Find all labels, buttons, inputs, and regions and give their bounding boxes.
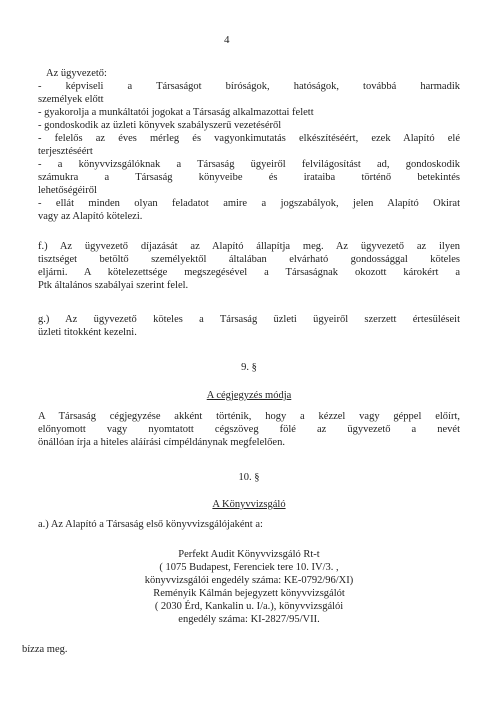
duty-line: - ellát minden olyan feladatot amire a jogszabályok, jelen Alapító Okirat [38, 198, 460, 209]
ugyvezeto-duties [38, 67, 460, 223]
section-9-line: önállóan írja a hiteles aláírási címpéldánynak megfelelően. [38, 437, 285, 448]
section-9-line: A Társaság cégjegyzése akként történik, hogy a kézzel vagy géppel előírt, [38, 411, 460, 422]
section-10-closing: bízza meg. [22, 644, 68, 655]
duty-line: - a könyvvizsgálóknak a Társaság ügyeiről felvilágosítást ad, gondoskodik [38, 159, 460, 170]
section-9-heading: A cégjegyzés módja [206, 390, 292, 401]
page-number: 4 [224, 34, 230, 46]
duty-line: számukra a Társaság könyveibe és irataiba történő betekintés [38, 172, 460, 183]
auditor-line: könyvvizsgálói engedély száma: KE-0792/96/XI) [144, 575, 354, 586]
paragraph-g-line: g.) Az ügyvezető köteles a Társaság üzleti ügyeiről szerzett értesüléseit [38, 314, 460, 325]
auditor-details [38, 548, 460, 626]
section-10-heading: A Könyvvizsgáló [212, 499, 286, 510]
duty-line: - gyakorolja a munkáltatói jogokat a Társaság alkalmazottai felett [38, 107, 314, 118]
paragraph-g [38, 313, 460, 339]
duty-line: - felelős az éves mérleg és vagyonkimutatás elkészítéséért, ezek Alapító elé [38, 133, 460, 144]
paragraph-f [38, 240, 460, 292]
paragraph-f-line: eljárni. A kötelezettsége megszegésével a Társaságnak okozott károkért a [38, 267, 460, 278]
auditor-line: Perfekt Audit Könyvvizsgáló Rt-t [178, 549, 320, 560]
duties-list [38, 80, 460, 223]
duty-line: - gondoskodik az üzleti könyvek szabályszerű vezetéséről [38, 120, 282, 131]
paragraph-f-line: Ptk általános szabályai szerint felel. [38, 280, 189, 291]
duty-line: vagy az Alapító kötelezi. [38, 211, 143, 222]
auditor-line: Reményik Kálmán bejegyzett könyvvizsgálót [153, 588, 345, 599]
section-10-intro: a.) Az Alapító a Társaság első könyvvizsgálójaként a: [38, 519, 263, 530]
section-9-body [38, 410, 460, 449]
duties-intro: Az ügyvezető: [46, 68, 107, 79]
duty-line: lehetőségéiről [38, 185, 97, 196]
section-10-number: 10. § [238, 472, 260, 483]
paragraph-f-line: tisztséget betöltő személyektől általában elvárható gondossággal köteles [38, 254, 460, 265]
duty-line: - képviseli a Társaságot bíróságok, hatóságok, továbbá harmadik [38, 81, 460, 92]
duty-line: személyek előtt [38, 94, 104, 105]
auditor-line: engedély száma: KI-2827/95/VII. [178, 614, 320, 625]
section-9-number: 9. § [241, 362, 257, 373]
paragraph-f-line: f.) Az ügyvezető díjazását az Alapító állapítja meg. Az ügyvezető az ilyen [38, 241, 460, 252]
duty-line: terjesztéséért [38, 146, 93, 157]
auditor-line: ( 2030 Érd, Kankalin u. I/a.), könyvvizsgálói [154, 601, 344, 612]
section-9-line: előnyomott vagy nyomtatott cégszöveg fölé az ügyvezető a nevét [38, 424, 460, 435]
auditor-line: ( 1075 Budapest, Ferenciek tere 10. IV/3. , [159, 562, 339, 573]
paragraph-g-line: üzleti titokként kezelni. [38, 327, 137, 338]
